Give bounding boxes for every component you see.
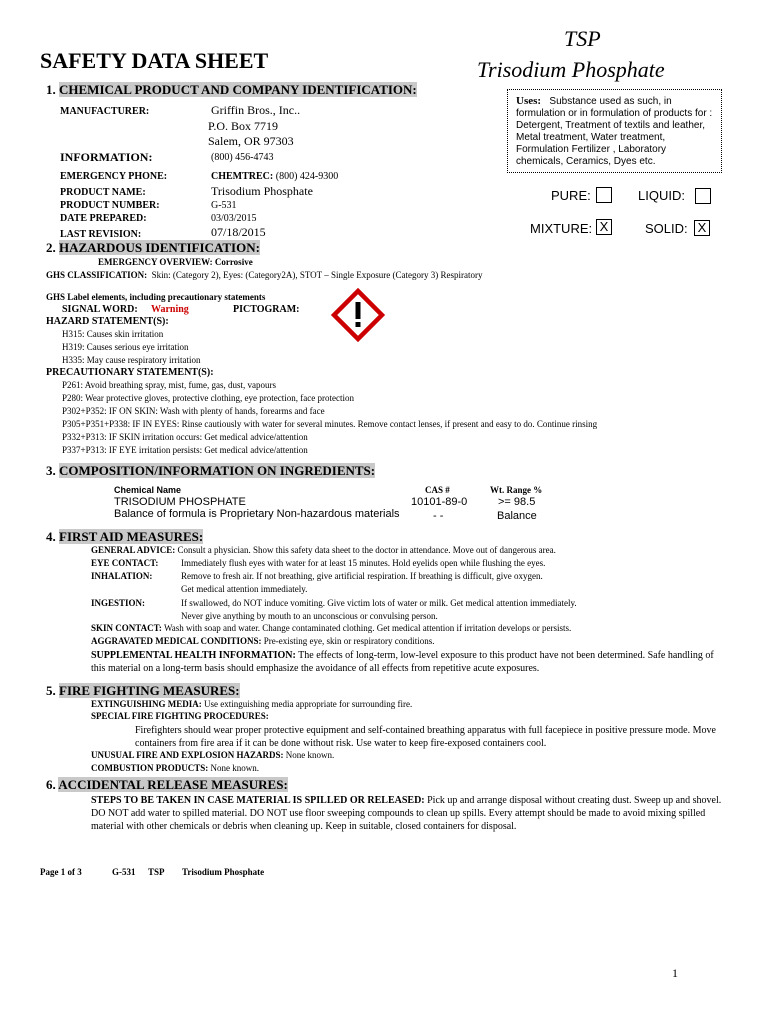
footer-short-name: TSP bbox=[148, 867, 165, 877]
product-long-name: Trisodium Phosphate bbox=[477, 57, 665, 82]
precautionary-statements-label: PRECAUTIONARY STATEMENT(S): bbox=[46, 367, 214, 378]
skin-contact bbox=[91, 623, 571, 633]
uses-box bbox=[507, 89, 722, 173]
general-advice bbox=[91, 545, 556, 555]
mixture-checkbox[interactable]: X bbox=[596, 219, 612, 235]
supplemental-health-text: The effects of long-term, low-level exposure to this product have not been determined. Safe handling of this material on a long-term basis should emphasize the avoidance of all effects from repetitive acute exposures. bbox=[91, 650, 714, 674]
section1-number: 1. bbox=[46, 82, 56, 97]
precautionary-statement: P332+P313: IF SKIN irritation occurs: Get medical advice/attention bbox=[62, 432, 308, 442]
skin-contact-text: Wash with soap and water. Change contaminated clothing. Get medical attention if irritation develops or persists. bbox=[164, 623, 572, 633]
special-procedures-label: SPECIAL FIRE FIGHTING PROCEDURES: bbox=[91, 711, 269, 721]
extinguishing-media-label: EXTINGUISHING MEDIA: bbox=[91, 699, 202, 709]
section1-title: CHEMICAL PRODUCT AND COMPANY IDENTIFICATION: bbox=[59, 82, 417, 97]
inhalation-text-2: Get medical attention immediately. bbox=[181, 584, 308, 594]
solid-label: SOLID: bbox=[645, 221, 688, 236]
ghs-classification bbox=[46, 270, 482, 280]
eye-contact-label: EYE CONTACT: bbox=[91, 558, 159, 568]
unusual-hazards-text: None known. bbox=[285, 750, 335, 760]
precautionary-statement: P305+P351+P338: IF IN EYES: Rinse cautiously with water for several minutes. Remove contact lenses, if present and easy to do. Continue rinsing bbox=[62, 419, 598, 429]
signal-word-label: SIGNAL WORD: bbox=[62, 304, 138, 315]
hazard-statement: H319: Causes serious eye irritation bbox=[62, 342, 189, 352]
ghs-label-elements: GHS Label elements, including precautionary statements bbox=[46, 292, 266, 302]
table-header-cas: CAS # bbox=[425, 485, 450, 495]
pure-label: PURE: bbox=[551, 188, 591, 203]
spill-steps-label: STEPS TO BE TAKEN IN CASE MATERIAL IS SPILLED OR RELEASED: bbox=[91, 795, 425, 806]
table-cell-chemical: Balance of formula is Proprietary Non-hazardous materials bbox=[114, 508, 400, 520]
document-title: SAFETY DATA SHEET bbox=[40, 48, 269, 73]
manufacturer-name: Griffin Bros., Inc.. bbox=[211, 103, 301, 117]
section2-number: 2. bbox=[46, 240, 56, 255]
information-label: INFORMATION: bbox=[60, 150, 153, 164]
section1-heading bbox=[46, 82, 417, 98]
section4-heading bbox=[46, 529, 203, 545]
uses-text: Substance used as such, in formulation or in formulation of products for : Detergent, Treatment of textils and leather, Metal treatment, Water treatment, Formulation Fertilizer , Laboratory chemicals, Ceramics, Dyes etc. bbox=[516, 96, 713, 167]
date-prepared-label: DATE PREPARED: bbox=[60, 213, 147, 224]
emergency-phone-label: EMERGENCY PHONE: bbox=[60, 171, 168, 182]
aggravated-conditions-text: Pre-existing eye, skin or respiratory conditions. bbox=[263, 636, 435, 646]
product-name-value: Trisodium Phosphate bbox=[211, 184, 313, 198]
inhalation-label: INHALATION: bbox=[91, 571, 153, 581]
product-number-value: G-531 bbox=[211, 200, 237, 211]
ingestion-text: If swallowed, do NOT induce vomiting. Give victim lots of water or milk. Get medical attention immediately. bbox=[181, 598, 577, 608]
table-cell-cas: 10101-89-0 bbox=[411, 496, 468, 508]
spill-steps-text: Pick up and arrange disposal without creating dust. Sweep up and shovel. DO NOT add water to spilled material. DO NOT use floor sweeping compounds to clean up spills. Every attempt should be made to avoid mixing spilled material with other chemicals or debris when cleaning up. Keep in suitable, closed containers for disposal. bbox=[91, 795, 722, 832]
footer-product-number: G-531 bbox=[112, 867, 136, 877]
product-number-label: PRODUCT NUMBER: bbox=[60, 200, 160, 211]
section6-number: 6. bbox=[46, 777, 56, 792]
section4-title: FIRST AID MEASURES: bbox=[59, 529, 204, 544]
ingestion-label: INGESTION: bbox=[91, 598, 146, 608]
pictogram-label: PICTOGRAM: bbox=[233, 304, 300, 315]
ghs-classification-label: GHS CLASSIFICATION: bbox=[46, 270, 148, 280]
last-revision-label: LAST REVISION: bbox=[60, 229, 142, 240]
table-cell-weight: Balance bbox=[497, 510, 537, 522]
table-cell-cas: - - bbox=[433, 510, 444, 522]
hazard-statement: H315: Causes skin irritation bbox=[62, 329, 164, 339]
product-name-label: PRODUCT NAME: bbox=[60, 187, 146, 198]
address-line1: P.O. Box 7719 bbox=[208, 119, 279, 133]
combustion-products-text: None known. bbox=[210, 763, 260, 773]
table-cell-weight: >= 98.5 bbox=[498, 496, 536, 508]
signal-word-value: Warning bbox=[151, 304, 189, 315]
precautionary-statement: P261: Avoid breathing spray, mist, fume, gas, dust, vapours bbox=[62, 380, 276, 390]
pure-checkbox[interactable] bbox=[596, 187, 612, 203]
extinguishing-media bbox=[91, 699, 412, 709]
section5-number: 5. bbox=[46, 683, 56, 698]
page-number: 1 bbox=[672, 966, 678, 980]
table-cell-chemical: TRISODIUM PHOSPHATE bbox=[114, 496, 246, 508]
solid-checkbox[interactable]: X bbox=[694, 220, 710, 236]
footer-page: Page 1 of 3 bbox=[40, 867, 82, 877]
section3-heading bbox=[46, 463, 375, 479]
section3-number: 3. bbox=[46, 463, 56, 478]
ghs-classification-value: Skin: (Category 2), Eyes: (Category2A), STOT – Single Exposure (Category 3) Respiratory bbox=[151, 270, 483, 280]
special-procedures-text: Firefighters should wear proper protective equipment and self-contained breathing apparatus with full facepiece in positive pressure mode. Move containers from fire area if it can be done without risk. Use water to keep fire-exposed containers cool. bbox=[135, 725, 716, 749]
extinguishing-media-text: Use extinguishing media appropriate for surrounding fire. bbox=[204, 699, 413, 709]
manufacturer-label: MANUFACTURER: bbox=[60, 106, 150, 117]
section4-number: 4. bbox=[46, 529, 56, 544]
supplemental-health-label: SUPPLEMENTAL HEALTH INFORMATION: bbox=[91, 650, 296, 661]
general-advice-text: Consult a physician. Show this safety data sheet to the doctor in attendance. Move out of dangerous area. bbox=[177, 545, 556, 555]
chemtrec-label: CHEMTREC: bbox=[211, 171, 274, 182]
footer-product-name: Trisodium Phosphate bbox=[182, 867, 265, 877]
combustion-products-label: COMBUSTION PRODUCTS: bbox=[91, 763, 209, 773]
aggravated-conditions bbox=[91, 636, 435, 646]
section5-title: FIRE FIGHTING MEASURES: bbox=[59, 683, 240, 698]
uses-label: Uses: bbox=[516, 95, 542, 107]
spill-steps bbox=[91, 794, 725, 833]
information-phone: (800) 456-4743 bbox=[211, 152, 274, 163]
section6-title: ACCIDENTAL RELEASE MEASURES: bbox=[58, 777, 288, 792]
eye-contact-text: Immediately flush eyes with water for at least 15 minutes. Hold eyelids open while flushing the eyes. bbox=[181, 558, 546, 568]
inhalation-text: Remove to fresh air. If not breathing, give artificial respiration. If breathing is difficult, give oxygen. bbox=[181, 571, 543, 581]
precautionary-statement: P337+P313: IF EYE irritation persists: Get medical advice/attention bbox=[62, 445, 308, 455]
unusual-hazards-label: UNUSUAL FIRE AND EXPLOSION HAZARDS: bbox=[91, 750, 284, 760]
aggravated-conditions-label: AGGRAVATED MEDICAL CONDITIONS: bbox=[91, 636, 262, 646]
section5-heading bbox=[46, 683, 240, 699]
chemtrec-line bbox=[211, 171, 338, 182]
table-header-chemical-name: Chemical Name bbox=[114, 485, 182, 495]
hazard-statement: H335: May cause respiratory irritation bbox=[62, 355, 201, 365]
emergency-overview: EMERGENCY OVERVIEW: Corrosive bbox=[98, 257, 253, 267]
liquid-checkbox[interactable] bbox=[695, 188, 711, 204]
date-prepared-value: 03/03/2015 bbox=[211, 213, 257, 224]
section6-heading bbox=[46, 777, 288, 793]
skin-contact-label: SKIN CONTACT: bbox=[91, 623, 162, 633]
supplemental-health-info bbox=[91, 649, 723, 675]
ingestion-text-2: Never give anything by mouth to an unconscious or convulsing person. bbox=[181, 611, 438, 621]
mixture-label: MIXTURE: bbox=[530, 221, 593, 236]
section2-title: HAZARDOUS IDENTIFICATION: bbox=[59, 240, 260, 255]
exclamation-mark-pictogram-icon bbox=[331, 288, 385, 342]
hazard-statements-label: HAZARD STATEMENT(S): bbox=[46, 316, 169, 327]
precautionary-statement: P280: Wear protective gloves, protective clothing, eye protection, face protection bbox=[62, 393, 355, 403]
chemtrec-phone: (800) 424-9300 bbox=[275, 171, 339, 182]
section3-title: COMPOSITION/INFORMATION ON INGREDIENTS: bbox=[59, 463, 376, 478]
last-revision-value: 07/18/2015 bbox=[211, 225, 266, 239]
combustion-products bbox=[91, 763, 259, 773]
section2-heading bbox=[46, 240, 260, 256]
general-advice-label: GENERAL ADVICE: bbox=[91, 545, 176, 555]
product-short-name: TSP bbox=[564, 26, 601, 51]
liquid-label: LIQUID: bbox=[638, 188, 685, 203]
precautionary-statement: P302+P352: IF ON SKIN: Wash with plenty of hands, forearms and face bbox=[62, 406, 325, 416]
table-header-weight-range: Wt. Range % bbox=[490, 485, 543, 495]
address-line2: Salem, OR 97303 bbox=[208, 134, 294, 148]
unusual-hazards bbox=[91, 750, 334, 760]
